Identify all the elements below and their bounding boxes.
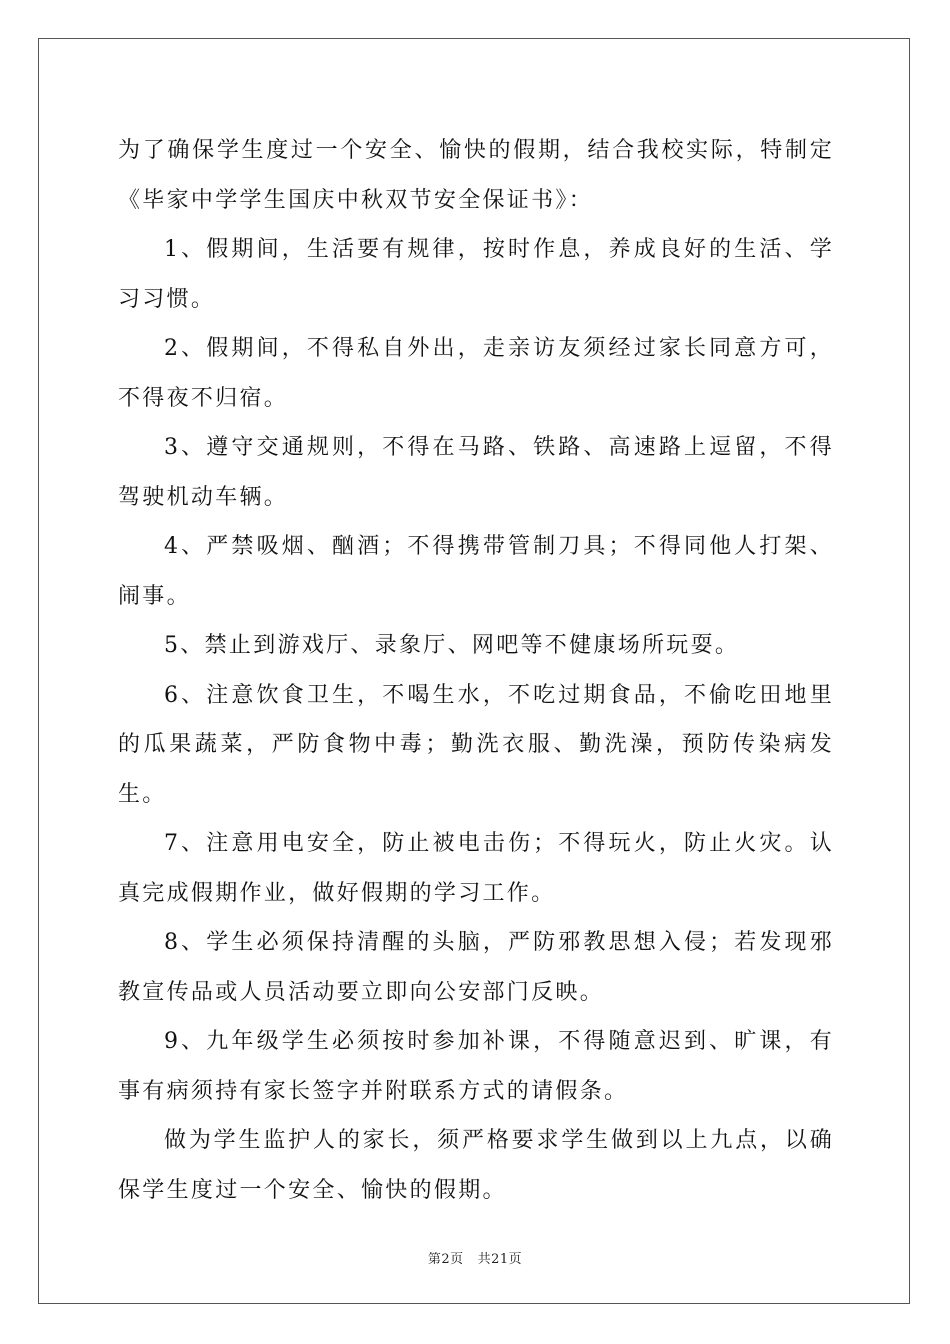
page-number: 第2页 [427,1252,464,1267]
rule-paragraph-3: 3、遵守交通规则，不得在马路、铁路、高速路上逗留，不得驾驶机动车辆。 [118,435,834,510]
page-footer [0,1248,950,1267]
page-total: 共21页 [477,1252,523,1267]
rule-paragraph-4: 4、严禁吸烟、酗酒；不得携带管制刀具；不得同他人打架、闹事。 [118,534,834,609]
document-body [118,126,834,1215]
rule-paragraph-8: 8、学生必须保持清醒的头脑，严防邪教思想入侵；若发现邪教宣传品或人员活动要立即向公安部门反映。 [118,930,834,1005]
rule-paragraph-1: 1、假期间，生活要有规律，按时作息，养成良好的生活、学习习惯。 [118,237,834,312]
rule-paragraph-2: 2、假期间，不得私自外出，走亲访友须经过家长同意方可，不得夜不归宿。 [118,336,834,411]
rule-paragraph-9: 9、九年级学生必须按时参加补课，不得随意迟到、旷课，有事有病须持有家长签字并附联系方式的请假条。 [118,1029,834,1104]
rule-paragraph-6: 6、注意饮食卫生，不喝生水，不吃过期食品，不偷吃田地里的瓜果蔬菜，严防食物中毒；勤洗衣服、勤洗澡，预防传染病发生。 [118,682,834,807]
rule-paragraph-7: 7、注意用电安全，防止被电击伤；不得玩火，防止火灾。认真完成假期作业，做好假期的学习工作。 [118,831,834,906]
closing-paragraph: 做为学生监护人的家长，须严格要求学生做到以上九点，以确保学生度过一个安全、愉快的假期。 [118,1128,834,1203]
rule-paragraph-5: 5、禁止到游戏厅、录象厅、网吧等不健康场所玩耍。 [164,633,740,658]
intro-paragraph: 为了确保学生度过一个安全、愉快的假期，结合我校实际，特制定《毕家中学学生国庆中秋双节安全保证书》： [118,138,834,213]
